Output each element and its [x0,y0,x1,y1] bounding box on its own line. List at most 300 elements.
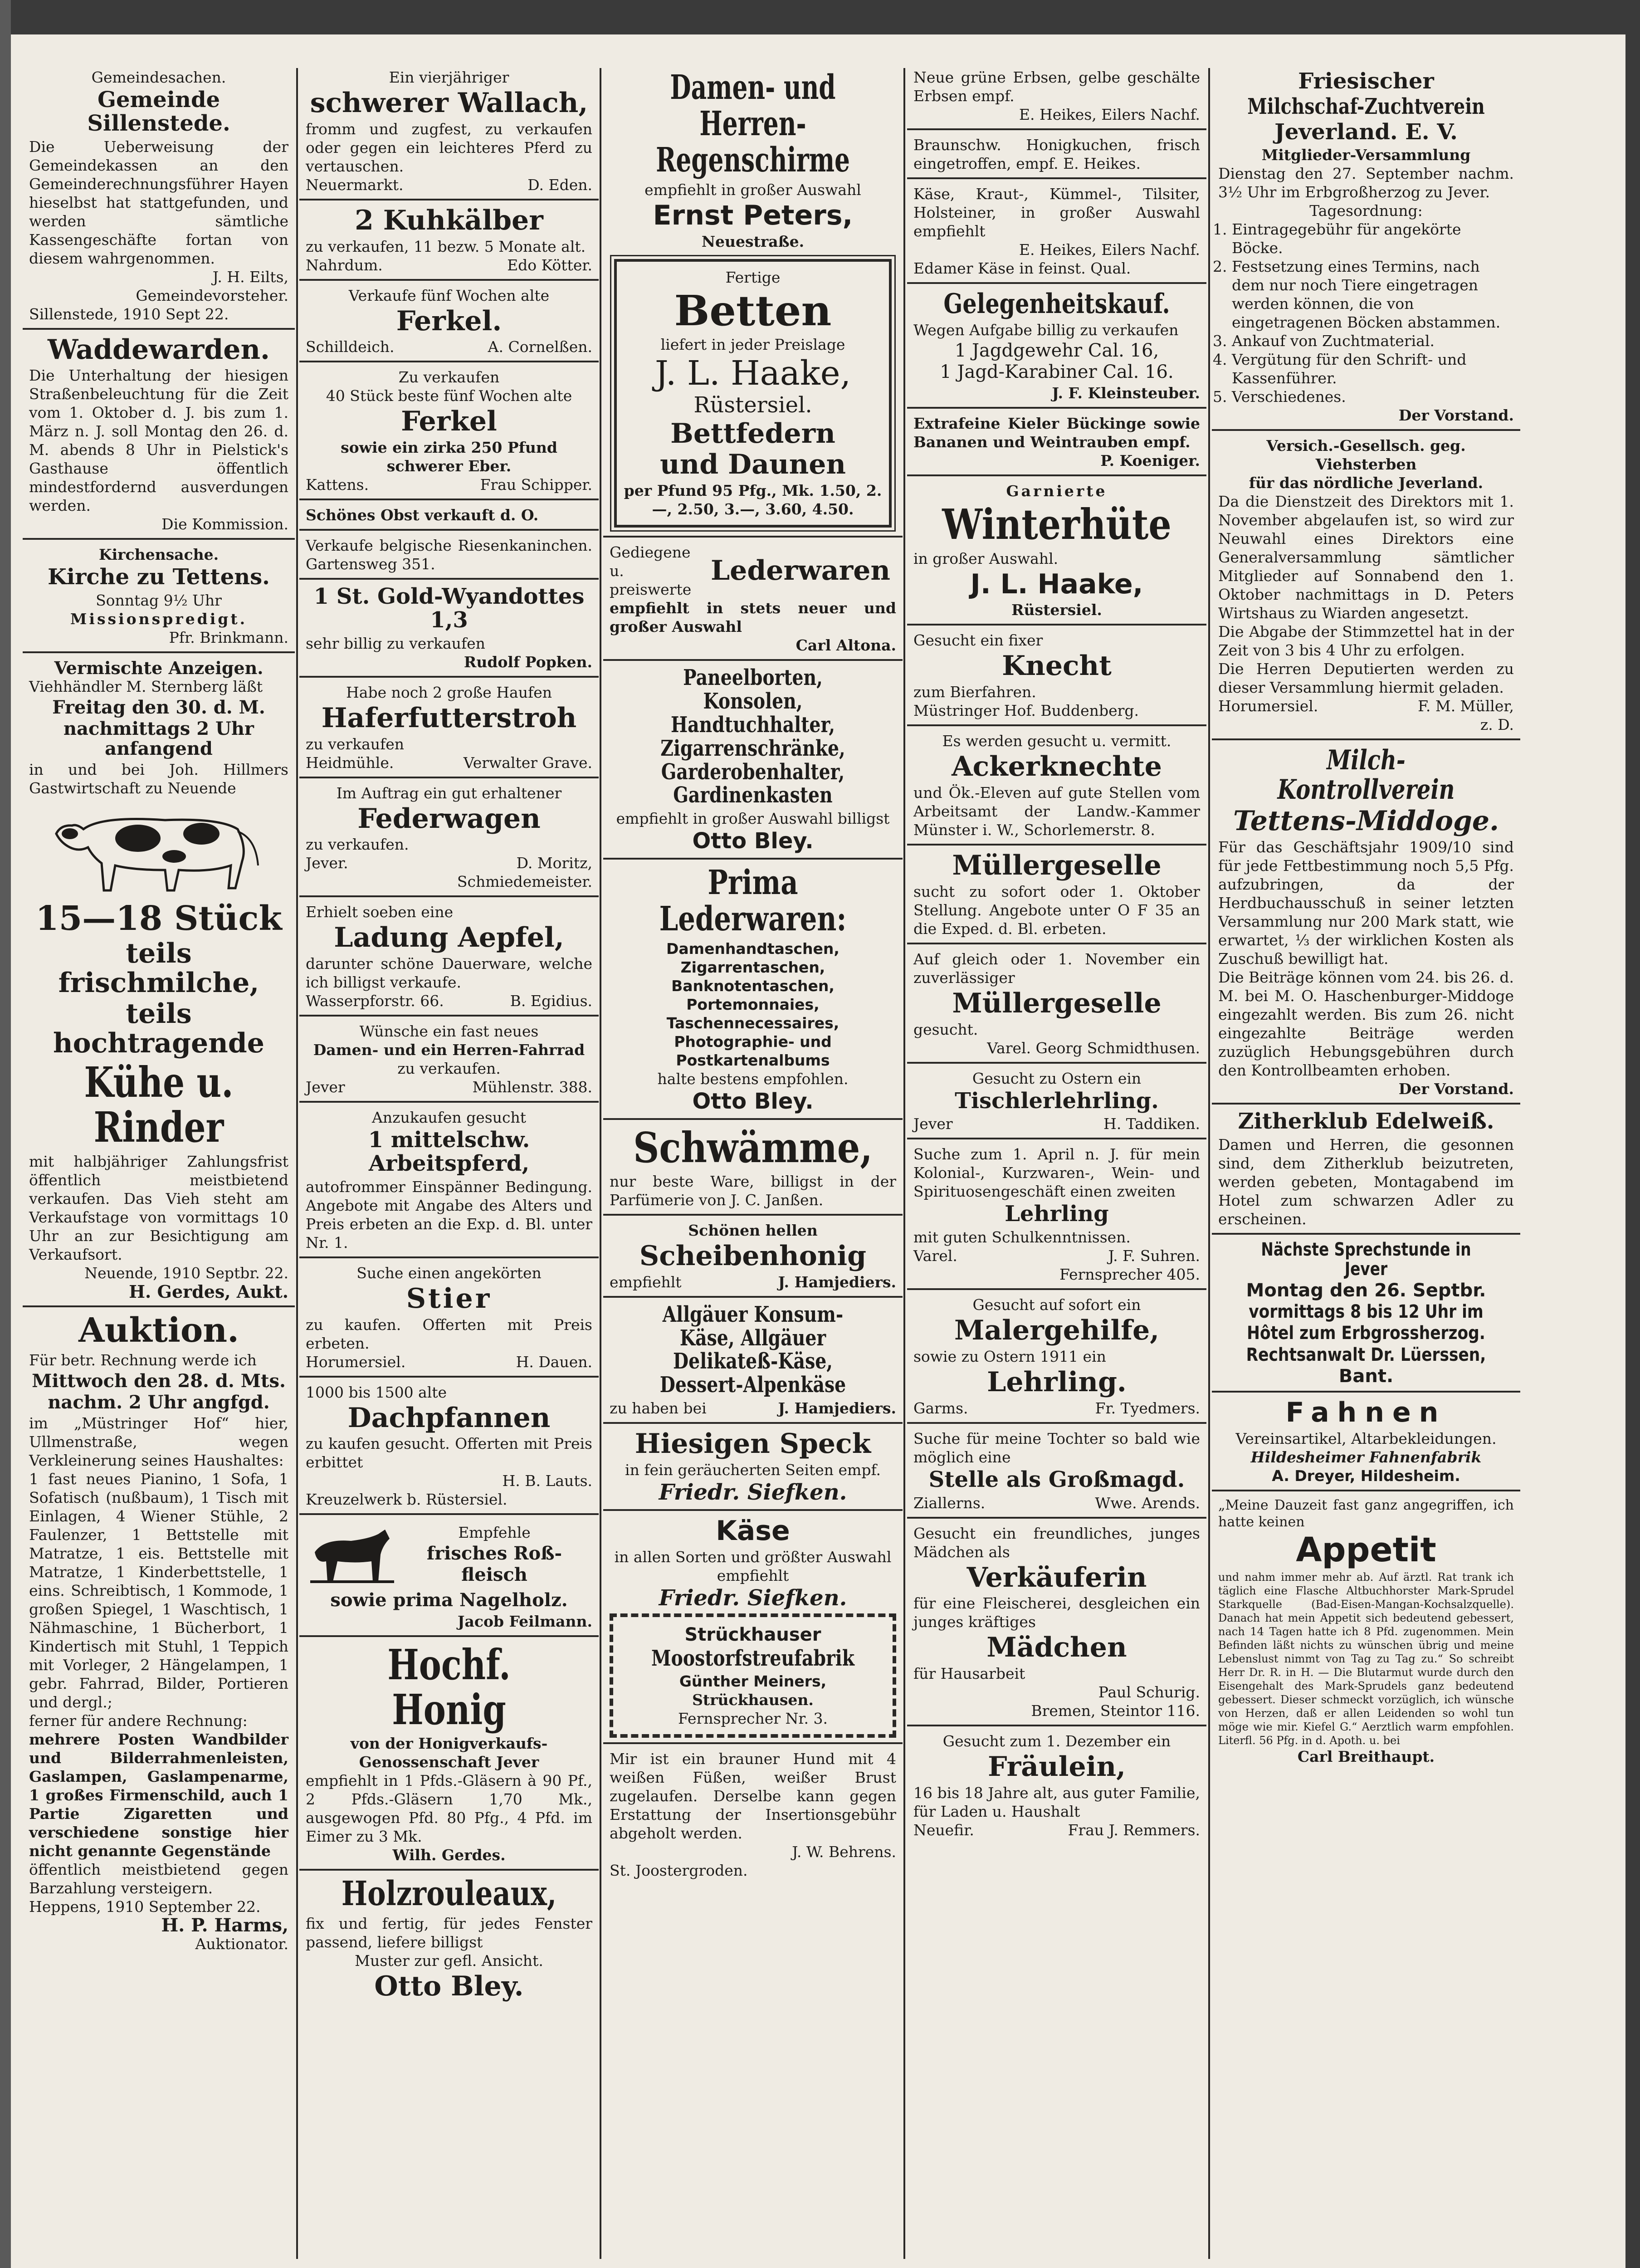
divider [603,536,903,538]
ad-text: Schönes Obst verkauft d. O. [306,506,539,524]
office-hours-line: Montag den 26. Septbr. [1246,1280,1486,1301]
ad-footer [306,176,592,194]
ad-title: Jeverland. E. V. [1274,119,1458,145]
ad-title: Appetit [1296,1530,1436,1569]
ad-title: Ackerknechte [952,751,1162,783]
ad-date-line: nachm. 2 Uhr angfgd. [48,1391,270,1413]
ad-text: Die Abgabe der Stimmzettel hat in der Zeit von 3 bis 4 Uhr zu erfolgen. [1218,623,1514,660]
ad-signature: Friedr. Siefken. [659,1479,847,1505]
divider [1212,1233,1520,1235]
ad-text: Extrafeine Kieler Bückinge sowie Bananen und Weintrauben empf. [913,415,1200,451]
ad-footer [610,1399,896,1418]
ad-agenda-heading: Tagesordnung: [1309,202,1423,220]
divider [907,1062,1206,1064]
ad-text: Damen und Herren, die gesonnen sind, dem Zitherklub beizutreten, werden gebeten, Montagabend im Hotel zum schwarzen Adler zu erscheinen. [1218,1135,1514,1228]
ad-pretext: 1000 bis 1500 alte [306,1383,447,1401]
ad-text: zu verkaufen, 11 bezw. 5 Monate alt. [306,237,586,255]
ad-title: Federwagen [357,802,541,835]
ad-place: St. Joostergroden. [610,1862,748,1880]
ad-title: Tettens-Middoge. [1233,805,1499,837]
office-hours-line: vormittags 8 bis 12 Uhr im [1249,1301,1484,1323]
horse-illustration [306,1520,396,1589]
divider [603,858,903,860]
auction-items: mehrere Posten Wandbilder und Bilderrahmenleisten, Gaslampen, Gaslampenarme, 1 großes Firmenschild, auch 1 Partie Zigaretten und verschiedene sonstige hier nicht genannte Gegenstände [29,1730,288,1860]
ad-signature: Müstringer Hof. Buddenberg. [913,702,1139,720]
ad-footer [306,475,592,494]
ad-signature: D. Moritz, [516,854,592,872]
divider [603,659,903,661]
divider [23,538,295,540]
ad-signature: Carl Breithaupt. [1297,1747,1435,1765]
ad-title: Betten [674,286,832,335]
ad-title: Scheibenhonig [639,1240,867,1272]
ad-text: sowie zu Ostern 1911 ein [913,1347,1106,1365]
ad-text: Da die Dienstzeit des Direktors mit 1. November abgelaufen ist, so wird zur Neuwahl eines Direktors eine Generalversammlung sämtlicher Mitglieder auf Sonnabend den 1. Oktober nachmittags in D. Peters Wirtshaus zu Wiarden angesetzt. [1218,493,1514,622]
ad-title: 2 Kuhkälber [355,204,543,236]
ad-address: Neuestraße. [701,232,805,250]
ad-place: Strückhausen. [692,1691,814,1709]
ad-signature: Fr. Tyedmers. [1095,1399,1200,1417]
divider [907,1138,1206,1139]
ad-title: Haferfutterstroh [321,702,577,734]
ad-date-line: Freitag den 30. d. M. [52,697,265,719]
ad-signature: E. Heikes, Eilers Nachf. [1019,106,1200,123]
ad-place: Bremen, Steintor 116. [1031,1702,1200,1720]
divider [907,624,1206,626]
ad-date-line: nachmittags 2 Uhr anfangend [63,718,254,759]
ad-signature: Rudolf Popken. [464,653,592,671]
ad-text: 40 Stück beste fünf Wochen alte [326,387,572,405]
divider [907,474,1206,476]
ad-text: Die Herren Deputierten werden zu dieser Versammlung hiermit geladen. [1218,660,1514,697]
ad-subtitle: von der Honigverkaufs-Genossenschaft Jever [350,1735,548,1771]
ad-signature: Frau J. Remmers. [1068,1821,1200,1839]
section-heading: Kirchensache. [98,546,219,564]
ad-signature: Wilh. Gerdes. [392,1846,506,1864]
ad-signature: Paul Schurig. [1098,1683,1200,1701]
ad-text: 16 bis 18 Jahre alt, aus guter Familie, für Laden u. Haushalt [913,1784,1200,1820]
ad-signature-role: Auktionator. [195,1935,288,1953]
ad-text: und Ök.-Eleven auf gute Stellen vom Arbeitsamt der Landw.-Kammer Münster i. W., Schorlemerstr. 8. [913,783,1200,839]
ad-text: Sonntag 9½ Uhr [96,591,222,610]
ad-place: Neuermarkt. [306,176,404,194]
ad-title: Waddewarden. [48,333,270,366]
ad-place: Neuefir. [913,1821,974,1839]
ad-place: Nahrdum. [306,256,383,274]
divider [23,328,295,330]
ad-text: sehr billig zu verkaufen [306,634,485,652]
ad-firm: J. L. Haake, [654,353,851,393]
cow-illustration [29,797,283,897]
divider [907,1517,1206,1519]
ad-text: gesucht. [913,1020,978,1038]
divider [603,1742,903,1744]
ad-title: fleisch [461,1564,527,1585]
ad-text: Käse, Kraut-, Kümmel-, Tilsiter, Holsteiner, in großer Auswahl empfiehlt [913,185,1200,240]
ad-place: Jever. [306,854,348,872]
ad-title: Friesischer [1298,68,1434,94]
ad-item: 1 Jagd-Karabiner Cal. 16. [940,361,1174,382]
ad-title: Auktion. [78,1310,239,1350]
ad-place: Garms. [913,1399,968,1417]
divider [299,361,599,362]
section-heading: Gemeindesachen. [91,68,226,86]
ad-footer [306,753,592,772]
ad-signature: Otto Bley. [692,828,814,854]
ad-place: Horumersiel. [306,1353,406,1371]
ad-text: Die Ueberweisung der Gemeindekassen an den Gemeinderechnungsführer Hayen hieselbst hat stattgefunden, und werden sämtliche Kassengeschäfte fortan von diesem wahrgenommen. [29,137,288,267]
ad-text: Wegen Aufgabe billig zu verkaufen [913,321,1179,339]
divider [907,1725,1206,1726]
ad-pretext: Ein vierjähriger [389,68,509,86]
ad-signature: Mühlenstr. 388. [472,1078,592,1096]
divider [299,578,599,580]
ad-phone: Fernsprecher 405. [1059,1266,1200,1284]
divider [907,128,1206,130]
ad-title: Malergehilfe, [954,1315,1160,1347]
column-4 [907,68,1206,2268]
ad-pretext: „Meine Dauzeit fast ganz angegriffen, ich hatte keinen [1218,1497,1514,1530]
ad-title: Winterhüte [942,500,1171,549]
ad-place: Jever [913,1115,953,1133]
ad-signature: J. H. Eilts, [212,268,288,286]
divider [299,199,599,200]
ad-title: Damen- und ein Herren-Fahrrad [313,1041,585,1059]
ad-footer [306,1078,592,1096]
divider [23,1305,295,1307]
divider [299,1256,599,1258]
ad-text: Suche für meine Tochter so bald wie möglich eine [913,1429,1200,1466]
ad-title: Milchschaf-Zuchtverein [1247,93,1485,119]
ad-title: Versich.-Gesellsch. geg. Viehsterben [1266,437,1466,474]
ad-text: in und bei Joh. Hillmers Gastwirtschaft zu Neuende [29,760,288,797]
column-rule-4 [1208,68,1210,2259]
ad-subtitle: Bettfedern [670,417,835,450]
ad-title: Verkäuferin [966,1561,1147,1593]
ad-place: Ziallerns. [913,1494,986,1512]
ad-title: Kirche zu Tettens. [48,564,270,590]
ad-firm: Günther Meiners, [679,1672,827,1691]
ad-text: Mir ist ein brauner Hund mit 4 weißen Füßen, weißer Brust zugelaufen. Derselbe kann gegen Erstattung der Insertionsgebühr abgeholt werden. [610,1750,896,1843]
ad-signature-role: Schmiedemeister. [457,873,592,891]
ad-text: empfiehlt in stets neuer und großer Auswahl [610,599,896,636]
ad-signature: P. Koeniger. [1100,452,1200,470]
ad-subtitle: und Daunen [659,449,846,481]
divider [907,1288,1206,1290]
ad-pretext: Auf gleich oder 1. November ein zuverlässiger [913,950,1200,987]
ad-title: Ferkel [401,406,497,438]
ad-text: sucht zu sofort oder 1. Oktober Stellung. Angebote unter O F 35 an die Exped. d. Bl. erbeten. [913,882,1200,938]
agenda-list [1218,220,1514,406]
ad-text: zu verkaufen. [306,836,409,854]
ad-price: per Pfund 95 Pfg., Mk. 1.50, 2.—, 2.50, 3.—, 3.60, 4.50. [624,482,882,518]
ad-pretext: Fertige [725,268,781,286]
ad-text: Für betr. Rechnung werde ich [29,1351,257,1369]
divider [299,1869,599,1871]
divider [299,1635,599,1637]
ad-signature: A. Dreyer, Hildesheim. [1272,1466,1460,1485]
divider [907,844,1206,846]
ad-signature: Otto Bley. [374,1970,524,2003]
ad-footer [306,854,592,872]
ad-footer [913,1821,1200,1839]
ad-text: Dienstag den 27. September nachm. 3½ Uhr im Erbgroßherzog zu Jever. [1218,165,1514,201]
ad-signature: Die Kommission. [161,515,288,533]
ad-text: in fein geräucherten Seiten empf. [625,1461,881,1479]
ad-signature: Wwe. Arends. [1095,1494,1200,1512]
ad-text: Verkaufe belgische Riesenkaninchen. Gartensweg 351. [306,537,592,573]
ad-footer [306,256,592,274]
ad-pretext: Anzukaufen gesucht [372,1109,526,1127]
ad-signature: Jacob Feilmann. [457,1612,592,1630]
ad-pretext: Habe noch 2 große Haufen [346,683,552,701]
ad-title: Damen- und Herren-Regenschirme [656,68,850,180]
ad-text: Die Unterhaltung der hiesigen Straßenbeleuchtung für die Zeit vom 1. Oktober d. J. bis zum 1. März n. J. soll Montag den 26. d. M. abends 8 Uhr in Pielstick's Gasthause öffentlich mindestfordernd ausverdungen werden. [29,367,288,515]
ad-footer [610,1273,896,1291]
ad-text: Suche zum 1. April n. J. für mein Kolonial-, Kurzwaren-, Wein- und Spirituosengeschäft einen zweiten [913,1145,1200,1201]
divider [1212,1103,1520,1105]
ad-text: im „Müstringer Hof“ hier, Ullmenstraße, wegen Verkleinerung seines Haushaltes: [29,1414,288,1469]
ad-title: Müllergeselle [952,849,1162,881]
ad-pretext: Es werden gesucht u. vermitt. [942,732,1171,750]
ad-text: empfiehlt in 1 Pfds.-Gläsern à 90 Pf., 2 Pfds.-Gläsern 1,70 Mk., ausgewogen Pfd. 80 Pfg., 4 Pfd. im Eimer zu 3 Mk. [306,1772,592,1846]
ad-signature: Frau Schipper. [480,476,592,494]
ad-title: Ferkel. [396,305,502,337]
ad-footer [913,1114,1200,1133]
ad-signature: J. Hamjediers. [778,1399,896,1418]
ad-text: zum Bierfahren. [913,683,1036,701]
ad-title: 1 mittelschw. Arbeitspferd, [368,1127,530,1177]
ad-signature: J. F. Kleinsteuber. [1052,384,1200,402]
list-item: 2. Festsetzung eines Termins, nach dem nur noch Tiere eingetragen werden können, die von eingetragenen Böcken abstammen. [1232,257,1514,332]
divider [1212,738,1520,740]
divider [299,499,599,500]
ad-pretext: Schönen hellen [688,1222,818,1239]
divider [299,676,599,678]
divider [907,1422,1206,1424]
ad-text: und nahm immer mehr ab. Auf ärztl. Rat trank ich täglich eine Flasche Altbuchhorster Mark-Sprudel Starkquelle (Bad-Eisen-Mangan-Kochsalzquelle). Danach hat mein Appetit sich bedeutend gebessert, nach 14 Tagen hatte ich 8 Pfd. zugenommen. Mein Befinden läßt nichts zu wünschen übrig und meine Lebenslust nimmt von Tag zu Tag zu.“ So schreibt Herr Dr. R. in H. — Die Blutarmut wurde durch den Eisengehalt des Mark-Sprudels ganz bedeutend gebessert. Dieser schmeckt vorzüglich, ich wünsche von Herzen, daß er allen Leidenden so wohl tun möge wie mir. Kiefel G.“ Aerztlich warm empfohlen. Literfl. 56 Pfg. in d. Apoth. u. bei [1218,1570,1514,1747]
ad-text: zu kaufen gesucht. Offerten mit Preis erbittet [306,1435,592,1471]
ad-text: zu verkaufen. [397,1060,501,1078]
divider [907,724,1206,726]
ad-title: Stier [406,1282,492,1315]
cattle-headline: Kühe u. Rinder [84,1057,234,1152]
ad-text: Missionspredigt. [70,610,248,628]
list-item: 1. Eintragegebühr für angekörte Böcke. [1232,220,1514,257]
office-hours-line: Hôtel zum Erbgrossherzog. [1247,1323,1485,1344]
ad-footer [913,1494,1200,1512]
ad-text: Edamer Käse in feinst. Qual. [913,259,1131,277]
divider [299,1513,599,1515]
ad-pretext: Gesucht auf sofort ein [972,1296,1141,1314]
ad-signature: H. Dauen. [516,1353,592,1371]
ad-item: 1 Jagdgewehr Cal. 16, [954,340,1159,361]
ad-signature: J. W. Behrens. [792,1843,896,1861]
ad-text: öffentlich meistbietend gegen Barzahlung versteigern. [29,1860,288,1897]
column-1 [23,68,295,2268]
divider [603,1296,903,1298]
ad-list: Damenhandtaschen, Zigarrentaschen, Banknotentaschen, Portemonnaies, Taschennecessaires, Photographie- und Postkartenalbums [666,939,840,1069]
ad-text: halte bestens empfohlen. [657,1070,849,1088]
ad-title: Fahnen [1285,1397,1447,1429]
ad-place: Jever [306,1078,345,1096]
ad-signature: Der Vorstand. [1398,406,1514,425]
ad-pretext: Garnierte [1006,482,1108,500]
ad-title: Hiesigen Speck [635,1428,871,1460]
ad-signature: H. B. Lauts. [502,1472,592,1490]
ad-phone: Fernsprecher Nr. 3. [678,1710,828,1728]
cattle-line: teils frischmilche, [58,937,259,999]
column-3 [603,68,903,2268]
ad-signature: H. Taddiken. [1103,1115,1200,1133]
divider [299,1015,599,1017]
ad-firm: Hildesheimer Fahnenfabrik [1250,1448,1482,1466]
ad-footer [913,1399,1200,1418]
ad-title: Hochf. Honig [387,1640,511,1735]
divider [299,777,599,778]
ad-text: in großer Auswahl. [913,549,1059,567]
office-hours-line: Nächste Sprechstunde in Jever [1261,1239,1471,1280]
divider [603,1214,903,1216]
ad-text: zu haben bei [610,1399,707,1418]
ad-pretext: Gesucht zum 1. Dezember ein [942,1732,1171,1750]
ad-footer [1218,697,1514,715]
ad-pretext: Gesucht ein freundliches, junges Mädchen als [913,1524,1200,1561]
ad-signature: H. Gerdes, Aukt. [129,1281,288,1302]
ad-signature-role: z. D. [1480,716,1514,734]
divider [23,651,295,653]
ad-title: Mädchen [986,1632,1127,1664]
divider [299,895,599,897]
ad-place: Rüstersiel. [1011,601,1102,619]
ad-pretext: Gediegene [610,543,691,562]
ad-pretext: Verkaufe fünf Wochen alte [348,286,550,304]
ad-place: Rüstersiel. [693,392,812,418]
ad-text: Muster zur gefl. Ansicht. [355,1952,543,1970]
ad-pretext: Empfehle [458,1523,531,1541]
divider [603,1422,903,1424]
divider [299,529,599,531]
ad-title: Müllergeselle [952,987,1162,1019]
ad-signature-role: Gemeindevorsteher. [136,286,288,304]
ad-signature: Der Vorstand. [1398,1080,1514,1098]
divider [907,282,1206,284]
ad-title: Schwämme, [633,1123,873,1172]
column-2 [299,68,599,2268]
ad-text: ferner für andere Rechnung: [29,1711,248,1730]
ad-text: zu verkaufen [306,735,404,753]
ad-title: Fräulein, [988,1751,1126,1783]
divider [603,1509,903,1511]
ad-title: sowie prima Nagelholz. [330,1589,568,1611]
ad-signature: Verwalter Grave. [463,753,592,772]
ad-pretext: Wünsche ein fast neues [359,1022,539,1041]
column-5 [1212,68,1520,2268]
ad-title: Dachpfannen [347,1402,551,1434]
ad-title: Holzrouleaux, [341,1874,557,1914]
ad-footer [913,1246,1200,1265]
ad-footer [306,992,592,1010]
divider [1212,1490,1520,1491]
ad-text: für Hausarbeit [913,1665,1025,1683]
column-rule-1 [296,68,298,2259]
ad-signature: Friedr. Siefken. [659,1585,847,1611]
ad-title: Lehrling. [987,1366,1127,1398]
ad-title: Gemeinde Sillenstede. [87,87,230,136]
divider [907,943,1206,944]
divider [1212,1391,1520,1393]
ad-firm: J. L. Haake, [970,568,1143,600]
divider [603,1118,903,1120]
ad-text: Neue grüne Erbsen, gelbe geschälte Erbsen empf. [913,68,1200,105]
ad-text: Vereinsartikel, Altarbekleidungen. [1235,1429,1497,1447]
ad-title: Knecht [1002,650,1112,682]
ad-title: Allgäuer Konsum-Käse, Allgäuer Delikateß-Käse, Dessert-Alpenkäse [659,1301,846,1398]
ad-title: Strückhauser [684,1624,821,1646]
ad-signature: E. Heikes, Eilers Nachf. [1019,241,1200,259]
ad-pretext: Suche einen angekörten [356,1264,542,1282]
office-hours-line: Rechtsanwalt Dr. Lüerssen, [1246,1344,1486,1365]
ad-text: für eine Fleischerei, desgleichen ein junges kräftiges [913,1594,1200,1631]
cattle-count: 15—18 Stück [35,899,282,938]
ad-text: mit guten Schulkenntnissen. [913,1228,1131,1246]
ad-text: zu kaufen. Offerten mit Preis erbeten. [306,1315,592,1352]
ad-signature: Varel. Georg Schmidthusen. [987,1039,1200,1057]
section-heading: Vermischte Anzeigen. [54,658,264,679]
list-item: 3. Ankauf von Zuchtmaterial. [1232,332,1514,350]
ad-title: Moostorfstreufabrik [651,1645,854,1671]
ad-signature: J. Hamjediers. [778,1273,896,1291]
ad-text: Die Beiträge können vom 24. bis 26. d. M. bei M. O. Haschenburger-Middoge eingezahlt werden. Bis zum 26. nicht eingezahlte Beiträge werden zuzüglich Hebungsgebühren durch den Kontrollbeamten erhoben. [1218,968,1514,1079]
ad-place: Heidmühle. [306,753,394,772]
ad-date: Heppens, 1910 September 22. [29,1897,261,1916]
ad-pretext: Erhielt soeben eine [306,903,454,921]
list-item: 5. Verschiedenes. [1232,387,1514,406]
divider [907,177,1206,179]
ad-text: darunter schöne Dauerware, welche ich billigst verkaufe. [306,955,592,992]
ad-text: fromm und zugfest, zu verkaufen oder gegen ein leichteres Pferd zu vertauschen. [306,120,592,175]
ad-text: mit halbjähriger Zahlungsfrist öffentlich meistbietend verkaufen. Das Vieh steht am Verkaufstage von vormittags 10 Uhr an zur Besichtigung am Verkaufsort. [29,1152,288,1263]
ad-signature: Edo Kötter. [507,256,592,274]
column-rule-2 [600,68,601,2259]
ad-title: Zitherklub Edelweiß. [1238,1108,1494,1134]
list-item: 4. Vergütung für den Schrift- und Kassenführer. [1232,350,1514,387]
ad-subtitle: Mitglieder-Versammlung [1261,146,1471,164]
column-rule-3 [903,68,905,2259]
ad-pretext: Gesucht ein fixer [913,631,1043,650]
ad-title: frisches Roß- [426,1542,562,1564]
ad-signature: Carl Altona. [796,636,896,655]
ad-place: Varel. [913,1247,957,1265]
ad-text: fix und fertig, für jedes Fenster passend, liefere billigst [306,1915,592,1951]
ad-title: Gelegenheitskauf. [943,288,1170,320]
ad-signature: F. M. Müller, [1418,697,1514,715]
divider [907,407,1206,409]
ad-signature: J. F. Suhren. [1108,1247,1200,1265]
ad-signature: Pfr. Brinkmann. [169,629,288,647]
ad-title: 1 St. Gold-Wyandottes 1,3 [313,584,585,633]
ad-text: sowie ein zirka 250 Pfund schwerer Eber. [341,439,557,475]
ad-pretext: Gesucht zu Ostern ein [972,1069,1142,1087]
divider [1212,429,1520,431]
ad-date-line: Mittwoch den 28. d. Mts. [32,1370,286,1392]
divider [299,1376,599,1378]
divider [299,1101,599,1103]
cattle-line: teils hochtragende [53,998,264,1060]
ad-title: Milch-Kontrollverein [1277,744,1455,806]
ad-place: Horumersiel. [1218,697,1318,715]
ad-place: Wasserpforstr. 66. [306,992,444,1010]
